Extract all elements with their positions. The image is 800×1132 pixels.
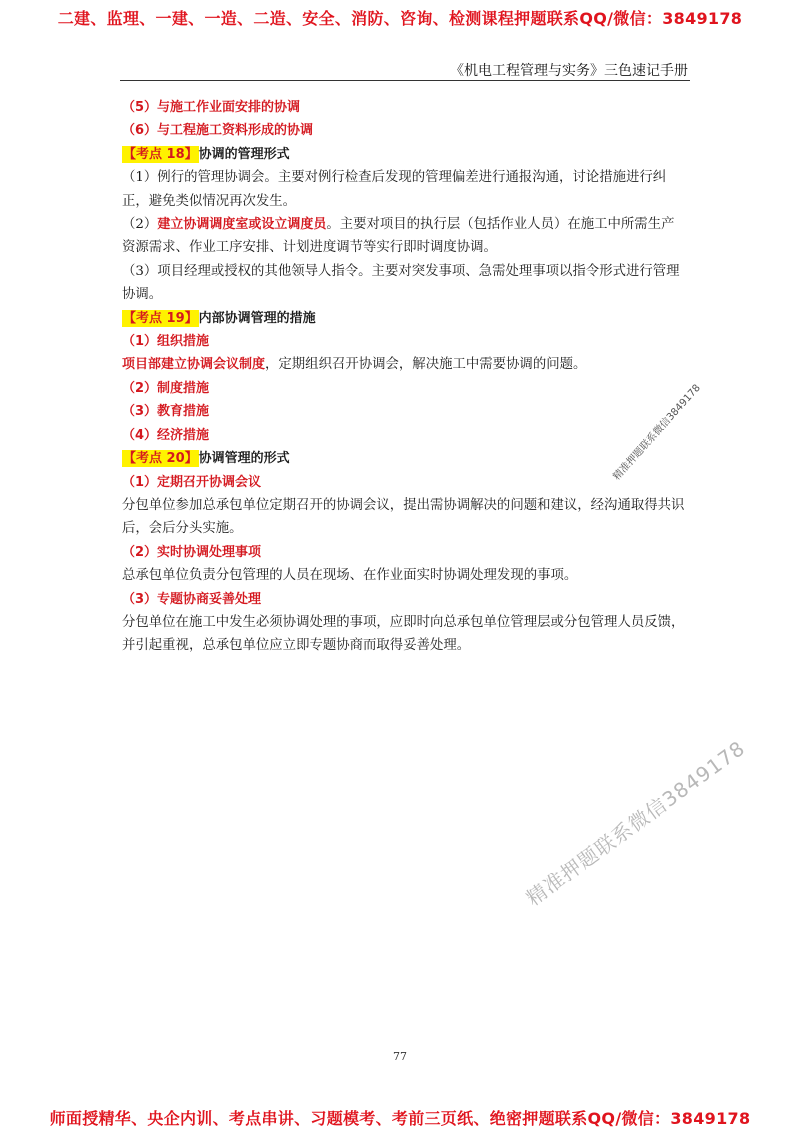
paragraph-text: 。主要对项目的执行层（包括作业人员）在施工中所需生产资源需求、作业工序安排、计划进度调节等实行即时调度协调。 <box>122 217 675 256</box>
book-title: 《机电工程管理与实务》三色速记手册 <box>450 63 688 79</box>
section-heading-18 <box>122 143 687 166</box>
page-content <box>122 96 687 658</box>
list-item: （3）教育措施 <box>122 404 210 420</box>
paragraph <box>122 213 687 260</box>
exam-point-tag: 【考点 20】 <box>123 451 198 467</box>
watermark-large: 精准押题联系微信3849178 <box>521 735 750 911</box>
section-title: 内部协调管理的措施 <box>198 310 316 326</box>
watermark-small: 精准押题联系微信3849178 <box>611 382 703 483</box>
paragraph: （3）项目经理或授权的其他领导人指令。主要对突发事项、急需处理事项以指令形式进行管理协调。 <box>122 263 680 303</box>
list-item: （1）定期召开协调会议 <box>122 474 262 490</box>
item-prefix: （2） <box>122 217 158 233</box>
paragraph: 分包单位在施工中发生必须协调处理的事项，应即时向总承包单位管理层或分包管理人员反馈，并引起重视，总承包单位应立即专题协商而取得妥善处理。 <box>122 614 685 654</box>
list-item: （1）组织措施 <box>122 334 210 350</box>
list-item: （2）制度措施 <box>122 380 210 396</box>
highlighted-term: 项目部建立协调会议制度 <box>122 357 266 373</box>
paragraph: 分包单位参加总承包单位定期召开的协调会议，提出需协调解决的问题和建议，经沟通取得共识后，会后分头实施。 <box>122 497 685 537</box>
bottom-banner: 师面授精华、央企内训、考点串讲、习题模考、考前三页纸、绝密押题联系QQ/微信：3849178 <box>49 1109 751 1128</box>
section-heading-19 <box>122 307 687 330</box>
section-title: 协调的管理形式 <box>198 146 290 162</box>
header-divider <box>120 80 690 81</box>
list-item: （4）经济措施 <box>122 427 210 443</box>
page-number: 77 <box>393 1050 407 1063</box>
section-title: 协调管理的形式 <box>198 451 290 467</box>
paragraph: （1）例行的管理协调会。主要对例行检查后发现的管理偏差进行通报沟通，讨论措施进行纠正，避免类似情况再次发生。 <box>122 170 667 209</box>
list-item: （5）与施工作业面安排的协调 <box>122 100 301 115</box>
paragraph-text: ，定期组织召开协调会，解决施工中需要协调的问题。 <box>265 357 587 373</box>
exam-point-tag: 【考点 18】 <box>123 146 198 162</box>
paragraph <box>122 353 687 376</box>
list-item: （3）专题协商妥善处理 <box>122 591 262 607</box>
top-banner: 二建、监理、一建、一造、二造、安全、消防、咨询、检测课程押题联系QQ/微信：3849178 <box>57 9 743 28</box>
list-item: （6）与工程施工资料形成的协调 <box>122 123 314 139</box>
paragraph: 总承包单位负责分包管理的人员在现场、在作业面实时协调处理发现的事项。 <box>122 568 578 584</box>
section-heading-20 <box>122 447 687 470</box>
list-item: （2）实时协调处理事项 <box>122 544 262 560</box>
exam-point-tag: 【考点 19】 <box>123 310 198 326</box>
highlighted-term: 建立协调调度室或设立调度员 <box>157 217 327 233</box>
